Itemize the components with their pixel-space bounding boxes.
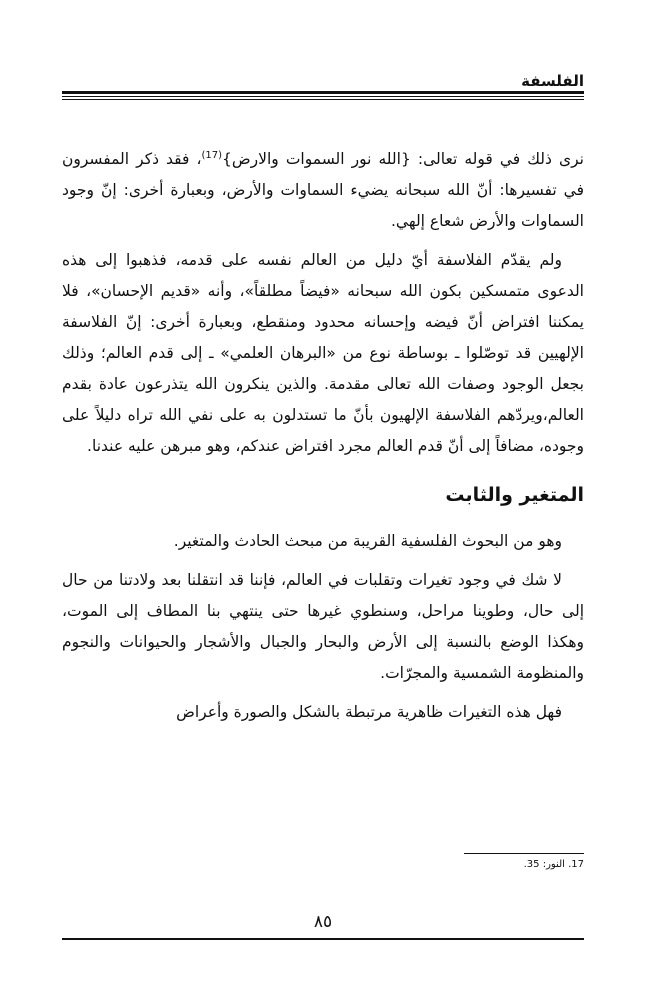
paragraph-1-text: نرى ذلك في قوله تعالى: {الله نور السموات والارض} xyxy=(222,150,584,169)
paragraph-1 xyxy=(62,140,584,237)
body-text xyxy=(62,140,584,736)
paragraph-4: لا شك في وجود تغيرات وتقلبات في العالم، فإننا قد انتقلنا بعد ولادتنا من حال إلى حال، وطوينا مراحل، وسنطوي غيرها حتى ينتهي بنا المطاف إلى الموت، وهكذا الوضع بالنسبة إلى الأرض والبحار والجبال والأشجار والحيوانات والنجوم والمنظومة الشمسية والمجرّات. xyxy=(62,571,584,683)
footer-rule xyxy=(62,938,584,940)
footnote: 17. النور: 35. xyxy=(523,859,584,870)
page-number: ٨٥ xyxy=(313,912,333,932)
footnote-ref: (17) xyxy=(201,150,223,161)
header-rule-thin-2 xyxy=(62,99,584,100)
section-heading: المتغير والثابت xyxy=(445,484,584,507)
header-rule-thick xyxy=(62,91,584,94)
paragraph-1-continuation: ، فقد ذكر المفسرون في تفسيرها: أنّ الله سبحانه يضيء السماوات والأرض، وبعبارة أخرى: إنّ وجود السماوات والأرض شعاع إلهي. xyxy=(62,150,584,231)
paragraph-2: ولم يقدّم الفلاسفة أيّ دليل من العالم نفسه على قدمه، فذهبوا إلى هذه الدعوى متمسكين بكون الله سبحانه «فيضاً مطلقاً»، وأنه «قديم الإحسان»، فلا يمكننا افتراض أنّ فيضه وإحسانه محدود ومنقطع، وبعبارة أخرى: إنّ الفلاسفة الإلهيين قد توصّلوا ـ بوساطة نوع من «البرهان العلمي» ـ إلى قدم العالم؛ وذلك بجعل الوجود وصفات الله تعالى مقدمة. والذين ينكرون الله يتذرعون عادة بقدم العالم،ويردّهم الفلاسفة الإلهيون بأنّ ما تستدلون به على نفي الله تراه دليلاً على وجوده، مضافاً إلى أنّ قدم العالم مجرد افتراض عندكم، وهو مبرهن عليه عندنا. xyxy=(62,251,584,456)
paragraph-3: وهو من البحوث الفلسفية القريبة من مبحث الحادث والمتغير. xyxy=(173,532,562,551)
footnote-rule xyxy=(464,853,584,854)
paragraph-5: فهل هذه التغيرات ظاهرية مرتبطة بالشكل والصورة وأعراض xyxy=(176,703,562,722)
running-header: الفلسفة xyxy=(521,72,584,90)
header-rule-thin-1 xyxy=(62,96,584,97)
